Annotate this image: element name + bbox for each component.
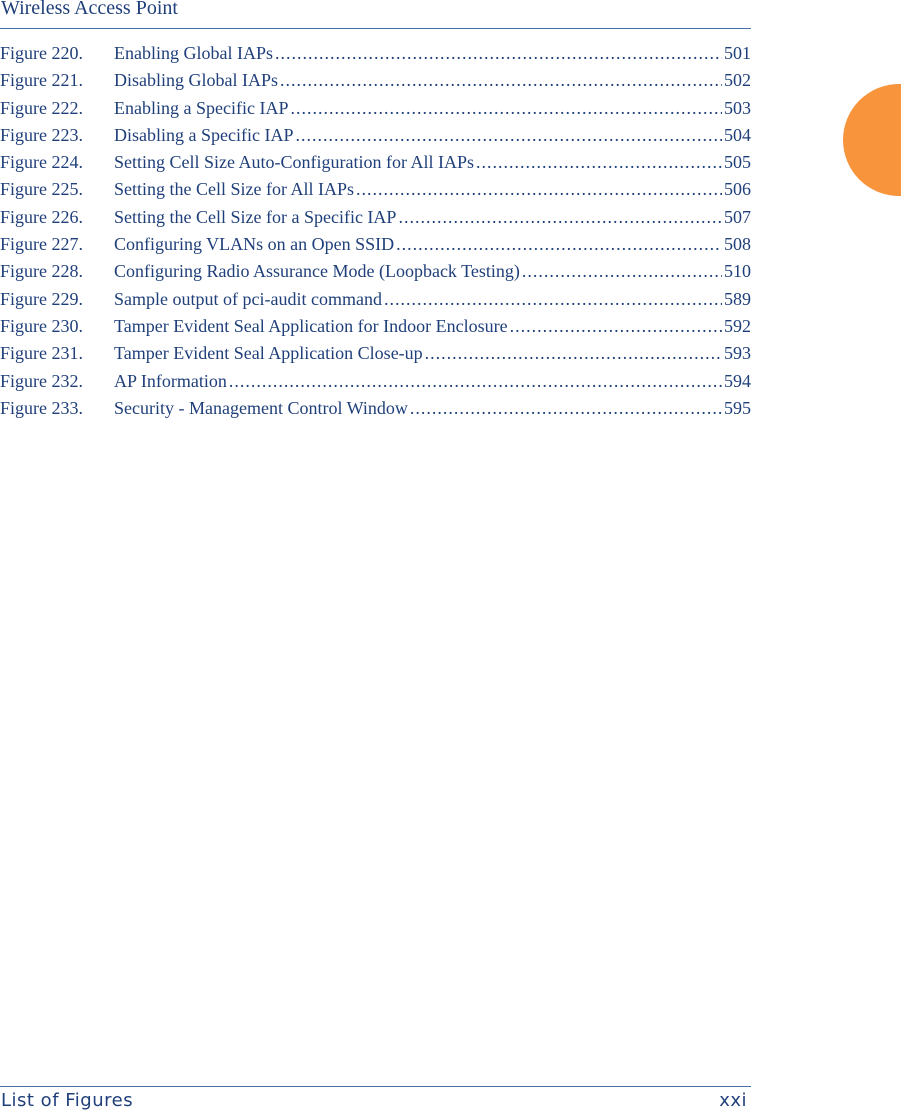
footer-page-number: xxi bbox=[719, 1090, 747, 1111]
figure-number: Figure 220. bbox=[0, 43, 83, 63]
figure-number: Figure 233. bbox=[0, 397, 83, 418]
toc-entry[interactable] bbox=[0, 43, 751, 70]
toc-entry[interactable] bbox=[0, 316, 751, 343]
figure-number: Figure 226. bbox=[0, 206, 83, 227]
figure-title: Setting Cell Size Auto-Configuration for All IAPs bbox=[114, 152, 474, 173]
dot-leader bbox=[290, 98, 722, 119]
list-of-figures bbox=[0, 43, 751, 425]
toc-entry[interactable] bbox=[0, 398, 751, 425]
dot-leader bbox=[425, 343, 722, 364]
page-number: 593 bbox=[724, 343, 751, 364]
page-number: 589 bbox=[724, 288, 751, 309]
dot-leader bbox=[275, 43, 722, 64]
figure-number: Figure 230. bbox=[0, 315, 83, 336]
figure-number: Figure 228. bbox=[0, 261, 83, 282]
dot-leader bbox=[476, 152, 722, 173]
page-number: 508 bbox=[724, 234, 751, 255]
page-header bbox=[0, 0, 751, 29]
dot-leader bbox=[295, 125, 722, 146]
toc-entry[interactable] bbox=[0, 179, 751, 206]
figure-title: Configuring Radio Assurance Mode (Loopback Testing) bbox=[114, 261, 520, 282]
page-number: 592 bbox=[724, 315, 751, 336]
toc-entry[interactable] bbox=[0, 371, 751, 398]
toc-entry[interactable] bbox=[0, 343, 751, 370]
dot-leader bbox=[396, 234, 722, 255]
page-number: 507 bbox=[724, 206, 751, 227]
page-number: 503 bbox=[724, 97, 751, 118]
figure-title: Sample output of pci-audit command bbox=[114, 288, 382, 309]
toc-entry[interactable] bbox=[0, 207, 751, 234]
page-number: 504 bbox=[724, 124, 751, 145]
dot-leader bbox=[229, 371, 722, 392]
toc-entry[interactable] bbox=[0, 70, 751, 97]
page-number: 506 bbox=[724, 179, 751, 200]
dot-leader bbox=[384, 289, 722, 310]
figure-title: Tamper Evident Seal Application Close-up bbox=[114, 343, 423, 364]
dot-leader bbox=[510, 316, 722, 337]
figure-title: Setting the Cell Size for All IAPs bbox=[114, 179, 354, 200]
page-number: 510 bbox=[724, 261, 751, 282]
dot-leader bbox=[356, 179, 722, 200]
figure-title: Enabling a Specific IAP bbox=[114, 97, 289, 118]
figure-title: Disabling Global IAPs bbox=[114, 70, 278, 91]
dot-leader bbox=[398, 207, 722, 228]
toc-entry[interactable] bbox=[0, 289, 751, 316]
figure-title: Disabling a Specific IAP bbox=[114, 124, 294, 145]
figure-number: Figure 223. bbox=[0, 124, 83, 145]
page-number: 502 bbox=[724, 70, 751, 91]
running-header-title: Wireless Access Point bbox=[1, 0, 178, 19]
toc-entry[interactable] bbox=[0, 261, 751, 288]
figure-number: Figure 224. bbox=[0, 152, 83, 173]
page-number: 594 bbox=[724, 370, 751, 391]
dot-leader bbox=[280, 70, 722, 91]
figure-number: Figure 221. bbox=[0, 70, 83, 91]
dot-leader bbox=[522, 261, 722, 282]
dot-leader bbox=[410, 398, 722, 419]
figure-number: Figure 222. bbox=[0, 97, 83, 118]
figure-number: Figure 232. bbox=[0, 370, 83, 391]
chapter-tab-marker bbox=[843, 84, 901, 196]
figure-title: Security - Management Control Window bbox=[114, 397, 408, 418]
toc-entry[interactable] bbox=[0, 152, 751, 179]
toc-entry[interactable] bbox=[0, 234, 751, 261]
figure-title: Enabling Global IAPs bbox=[114, 43, 273, 63]
figure-number: Figure 225. bbox=[0, 179, 83, 200]
figure-title: Setting the Cell Size for a Specific IAP bbox=[114, 206, 397, 227]
figure-title: Tamper Evident Seal Application for Indoor Enclosure bbox=[114, 315, 508, 336]
figure-number: Figure 231. bbox=[0, 343, 83, 364]
toc-entry[interactable] bbox=[0, 125, 751, 152]
figure-title: Configuring VLANs on an Open SSID bbox=[114, 234, 395, 255]
page-footer bbox=[0, 1086, 751, 1115]
toc-entry[interactable] bbox=[0, 98, 751, 125]
page-number: 505 bbox=[724, 152, 751, 173]
page-number: 501 bbox=[724, 43, 751, 63]
footer-section-title: List of Figures bbox=[1, 1090, 134, 1111]
figure-number: Figure 227. bbox=[0, 234, 83, 255]
figure-number: Figure 229. bbox=[0, 288, 83, 309]
page-number: 595 bbox=[724, 397, 751, 418]
figure-title: AP Information bbox=[114, 370, 227, 391]
